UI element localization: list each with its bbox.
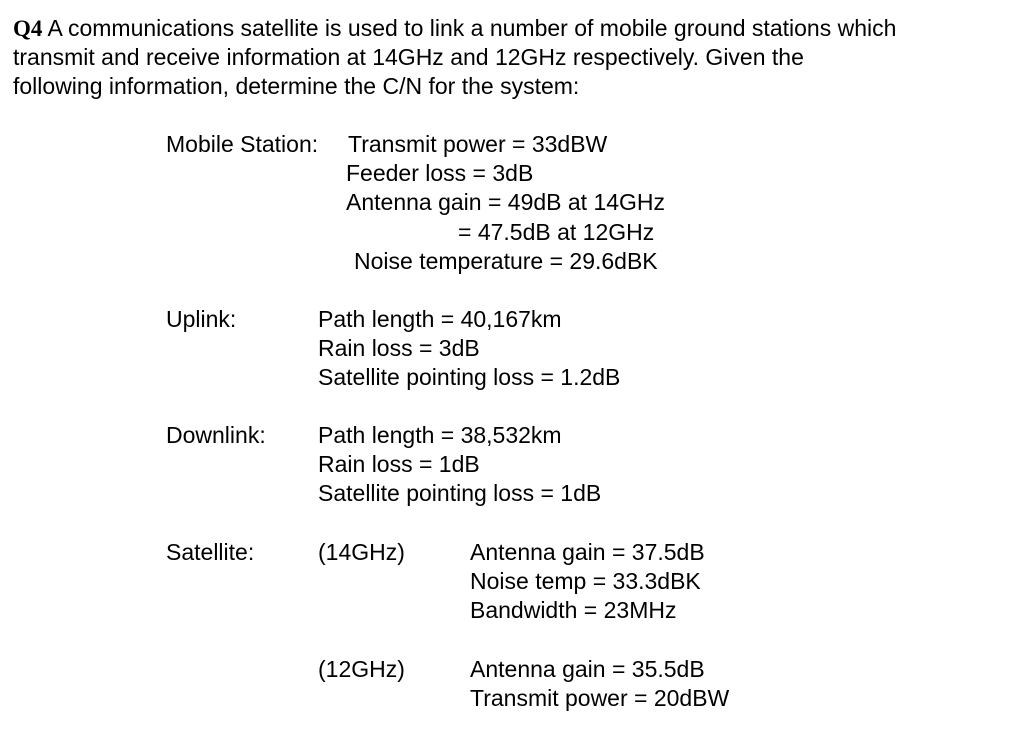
uplink-pointing-loss: Satellite pointing loss = 1.2dB [318, 364, 621, 390]
satellite-bandwidth-14: Bandwidth = 23MHz [470, 597, 677, 623]
uplink-label: Uplink: [166, 306, 237, 332]
satellite-antenna-gain-12: Antenna gain = 35.5dB [470, 656, 705, 682]
satellite-label: Satellite: [166, 539, 255, 565]
mobile-antenna-gain-14: Antenna gain = 49dB at 14GHz [346, 189, 666, 215]
satellite-noise-temp-14: Noise temp = 33.3dBK [470, 568, 701, 594]
question-line-3: following information, determine the C/N for the system: [13, 73, 580, 99]
mobile-station-label: Mobile Station: [166, 131, 319, 157]
mobile-feeder-loss: Feeder loss = 3dB [346, 160, 534, 186]
question-intro [13, 14, 1013, 101]
satellite-band-12-label: (12GHz) [318, 656, 405, 682]
mobile-antenna-gain-12: = 47.5dB at 12GHz [458, 219, 655, 245]
question-line-2: transmit and receive information at 14GHz and 12GHz respectively. Given the [13, 44, 804, 70]
uplink-path-length: Path length = 40,167km [318, 306, 562, 332]
mobile-transmit-power: Transmit power = 33dBW [348, 131, 608, 157]
downlink-label: Downlink: [166, 422, 266, 448]
question-line-1: Q4 A communications satellite is used to link a number of mobile ground stations which [13, 15, 897, 41]
question-number: Q4 [13, 16, 43, 41]
satellite-transmit-power-12: Transmit power = 20dBW [470, 685, 730, 711]
downlink-pointing-loss: Satellite pointing loss = 1dB [318, 480, 602, 506]
uplink-rain-loss: Rain loss = 3dB [318, 335, 480, 361]
downlink-path-length: Path length = 38,532km [318, 422, 562, 448]
downlink-rain-loss: Rain loss = 1dB [318, 451, 480, 477]
satellite-band-14-label: (14GHz) [318, 539, 405, 565]
mobile-noise-temperature: Noise temperature = 29.6dBK [354, 248, 658, 274]
satellite-antenna-gain-14: Antenna gain = 37.5dB [470, 539, 705, 565]
